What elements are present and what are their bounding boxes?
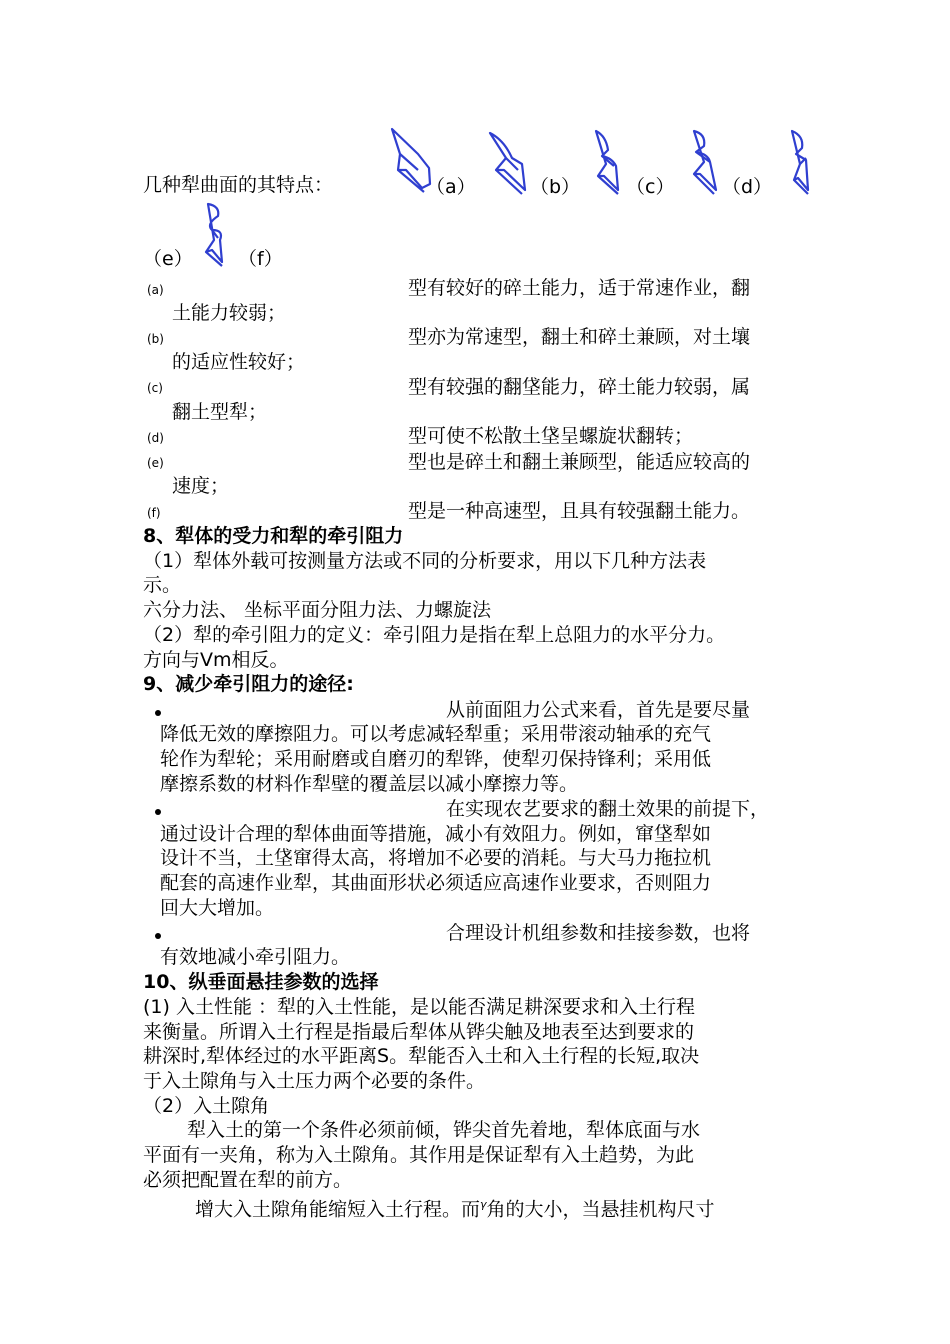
s9-b3-line1: 合理设计机组参数和挂接参数，也将: [446, 922, 751, 944]
s10-p1-line1: (1) 入土性能 ：犁的入土性能，是以能否满足耕深要求和入土行程: [143, 996, 695, 1018]
s9-b3-line2: 有效地减小牵引阻力。: [160, 946, 351, 968]
label-c: （c）: [626, 176, 675, 198]
s9-b2-line5: 回大大增加。: [160, 897, 275, 919]
s10-p1-line2: 来衡量。所谓入土行程是指最后犁体从铧尖触及地表至达到要求的: [143, 1021, 695, 1043]
s9-b1-line3: 轮作为犁轮；采用耐磨或自磨刃的犁铧，使犁刃保持锋利；采用低: [160, 748, 712, 770]
type-mark-c: (c): [147, 381, 163, 395]
s10-p1-line3: 耕深时,犁体经过的水平距离S。犁能否入土和入土行程的长短,取决: [143, 1045, 700, 1067]
s8-p1-line2: 示。: [143, 574, 182, 596]
s10-p3-line3: 必须把配置在犁的前方。: [143, 1169, 353, 1191]
intro-heading: 几种犁曲面的其特点：: [143, 174, 334, 196]
s8-p3-line1: （2）犁的牵引阻力的定义：牵引阻力是指在犁上总阻力的水平分力。: [143, 624, 726, 646]
s9-b2-line2: 通过设计合理的犁体曲面等措施，减小有效阻力。例如，窜垡犁如: [160, 823, 712, 845]
type-a-line2: 土能力较弱；: [172, 302, 287, 324]
s9-b2-line4: 配套的高速作业犁，其曲面形状必须适应高速作业要求，否则阻力: [160, 872, 712, 894]
s10-p4-post: 角的大小，当悬挂机构尺寸: [486, 1198, 715, 1221]
s8-p3-line2: 方向与Vm相反。: [143, 649, 289, 671]
section-10-heading: 10、纵垂面悬挂参数的选择: [143, 971, 379, 993]
type-e-line2: 速度；: [172, 475, 230, 497]
s8-p1-line1: （1）犁体外载可按测量方法或不同的分析要求，用以下几种方法表: [143, 550, 707, 572]
type-mark-a: (a): [147, 283, 164, 297]
plow-surface-d-icon: [684, 128, 724, 196]
type-e-line1: 型也是碎土和翻土兼顾型，能适应较高的: [408, 451, 751, 473]
type-a-line1: 型有较好的碎土能力，适于常速作业，翻: [408, 277, 751, 299]
s10-p2: （2）入土隙角: [143, 1095, 270, 1117]
type-mark-b: (b): [147, 332, 164, 346]
type-c-line1: 型有较强的翻垡能力，碎土能力较弱，属: [408, 376, 751, 398]
s9-b1-line1: 从前面阻力公式来看，首先是要尽量: [446, 699, 751, 721]
gamma-symbol: γ: [480, 1198, 487, 1211]
type-mark-d: (d): [147, 431, 164, 445]
s10-p3-line2: 平面有一夹角，称为入土隙角。其作用是保证犁有入土趋势，为此: [143, 1144, 695, 1166]
section-9-heading: 9、减少牵引阻力的途径:: [143, 673, 354, 695]
label-b: （b）: [530, 176, 581, 198]
type-b-line1: 型亦为常速型，翻土和碎土兼顾，对土壤: [408, 326, 751, 348]
s10-p4: [195, 1193, 715, 1221]
bullet-icon: [155, 933, 161, 939]
type-f-line1: 型是一种高速型，且具有较强翻土能力。: [408, 500, 751, 522]
type-d-line1: 型可使不松散土垡呈螺旋状翻转；: [408, 425, 694, 447]
plow-surface-e-icon: [786, 128, 816, 198]
plow-surface-c-icon: [588, 128, 628, 196]
s10-p4-pre: 增大入土隙角能缩短入土行程。而: [195, 1198, 481, 1221]
section-8-heading: 8、犁体的受力和犁的牵引阻力: [143, 525, 404, 547]
label-e: （e）: [143, 248, 193, 270]
s9-b2-line3: 设计不当，土垡窜得太高，将增加不必要的消耗。与大马力拖拉机: [160, 847, 712, 869]
bullet-icon: [155, 809, 161, 815]
s8-p2: 六分力法、 坐标平面分阻力法、力螺旋法: [143, 599, 492, 621]
plow-surface-f-icon: [198, 200, 232, 268]
label-d: （d）: [722, 176, 773, 198]
type-mark-f: (f): [147, 506, 161, 520]
type-mark-e: (e): [147, 456, 164, 470]
type-b-line2: 的适应性较好；: [172, 351, 306, 373]
plow-surface-b-icon: [484, 130, 532, 196]
s9-b1-line2: 降低无效的摩擦阻力。可以考虑减轻犁重；采用带滚动轴承的充气: [160, 723, 712, 745]
label-a: （a）: [426, 176, 476, 198]
type-c-line2: 翻土型犁；: [172, 401, 268, 423]
s9-b1-line4: 摩擦系数的材料作犁壁的覆盖层以减小摩擦力等。: [160, 773, 579, 795]
s9-b2-line1: 在实现农艺要求的翻土效果的前提下，: [446, 798, 770, 820]
s10-p3-line1: 犁入土的第一个条件必须前倾，铧尖首先着地，犁体底面与水: [187, 1119, 701, 1141]
bullet-icon: [155, 710, 161, 716]
label-f: （f）: [238, 248, 283, 270]
s10-p1-line4: 于入土隙角与入土压力两个必要的条件。: [143, 1070, 486, 1092]
